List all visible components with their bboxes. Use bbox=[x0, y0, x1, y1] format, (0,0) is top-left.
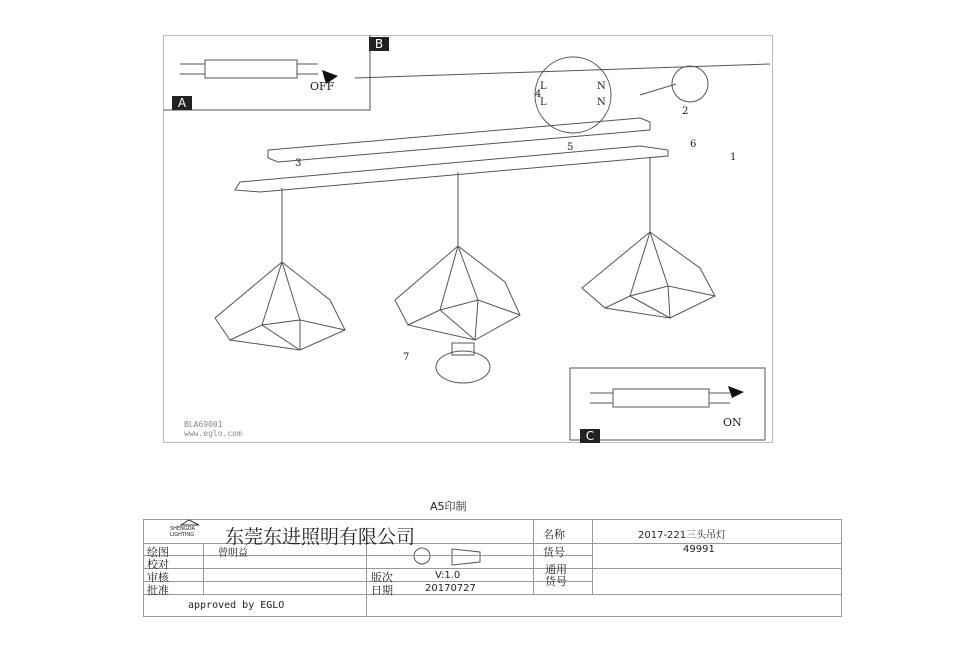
wiring-l-top: L bbox=[540, 81, 547, 92]
terminal-block-off bbox=[180, 60, 318, 78]
name-label: 名称 bbox=[543, 528, 565, 541]
wiring-l-bottom: L bbox=[540, 97, 547, 108]
drawn-value: 曾明益 bbox=[218, 548, 248, 559]
step-6: 6 bbox=[690, 139, 697, 150]
wiring-n-bottom: N bbox=[597, 97, 606, 108]
on-arrow-icon bbox=[728, 386, 744, 398]
step-1: 1 bbox=[730, 152, 737, 163]
inset-tag-b: B bbox=[369, 37, 389, 51]
logo-line-2: LIGHTING bbox=[170, 532, 195, 538]
off-label: OFF bbox=[310, 80, 335, 93]
approve-label: 批准 bbox=[147, 584, 169, 597]
wiring-detail-circle bbox=[535, 57, 611, 133]
on-label: ON bbox=[723, 416, 742, 429]
watermark-line-2: www.eglo.com bbox=[184, 429, 242, 438]
company-name: 东莞东进照明有限公司 bbox=[225, 526, 416, 548]
version-label: 版次 bbox=[371, 571, 393, 584]
drawn-label: 绘图 bbox=[147, 546, 169, 559]
step-5: 5 bbox=[567, 142, 574, 153]
approved-by: approved by EGLO bbox=[188, 600, 285, 611]
general-code-label: 货号 bbox=[545, 575, 567, 588]
step-2: 2 bbox=[682, 106, 689, 117]
inset-tag-c: C bbox=[580, 429, 600, 443]
title-block bbox=[143, 519, 842, 617]
review-label: 审核 bbox=[147, 571, 169, 584]
check-label: 校对 bbox=[147, 558, 169, 571]
inset-tag-a: A bbox=[172, 96, 192, 110]
ceiling-line bbox=[355, 64, 770, 78]
code-value: 49991 bbox=[683, 544, 715, 555]
inset-b-frame bbox=[163, 35, 370, 110]
shade-left bbox=[215, 262, 345, 350]
terminal-block-on bbox=[590, 389, 730, 407]
page-size-label: A5印制 bbox=[430, 500, 467, 513]
shade-middle bbox=[395, 246, 520, 340]
wiring-n-top: N bbox=[597, 81, 606, 92]
step-3: 3 bbox=[295, 158, 302, 169]
version-value: V:1.0 bbox=[435, 570, 461, 581]
name-value: 2017-221三头吊灯 bbox=[638, 530, 727, 541]
bulb bbox=[436, 343, 490, 383]
logo-icon bbox=[179, 519, 201, 527]
date-label: 日期 bbox=[371, 584, 393, 597]
mounting-plate bbox=[268, 118, 650, 162]
canopy-bar bbox=[235, 146, 668, 192]
wiring-four: 4 bbox=[535, 89, 542, 100]
step-7: 7 bbox=[403, 352, 410, 363]
logo-line-1: SHENGDA bbox=[170, 526, 195, 532]
general-label: 通用 bbox=[545, 563, 567, 576]
watermark-line-1: BLA69001 bbox=[184, 420, 223, 429]
date-value: 20170727 bbox=[425, 583, 476, 594]
shade-right bbox=[582, 232, 715, 318]
code-label: 货号 bbox=[543, 546, 565, 559]
